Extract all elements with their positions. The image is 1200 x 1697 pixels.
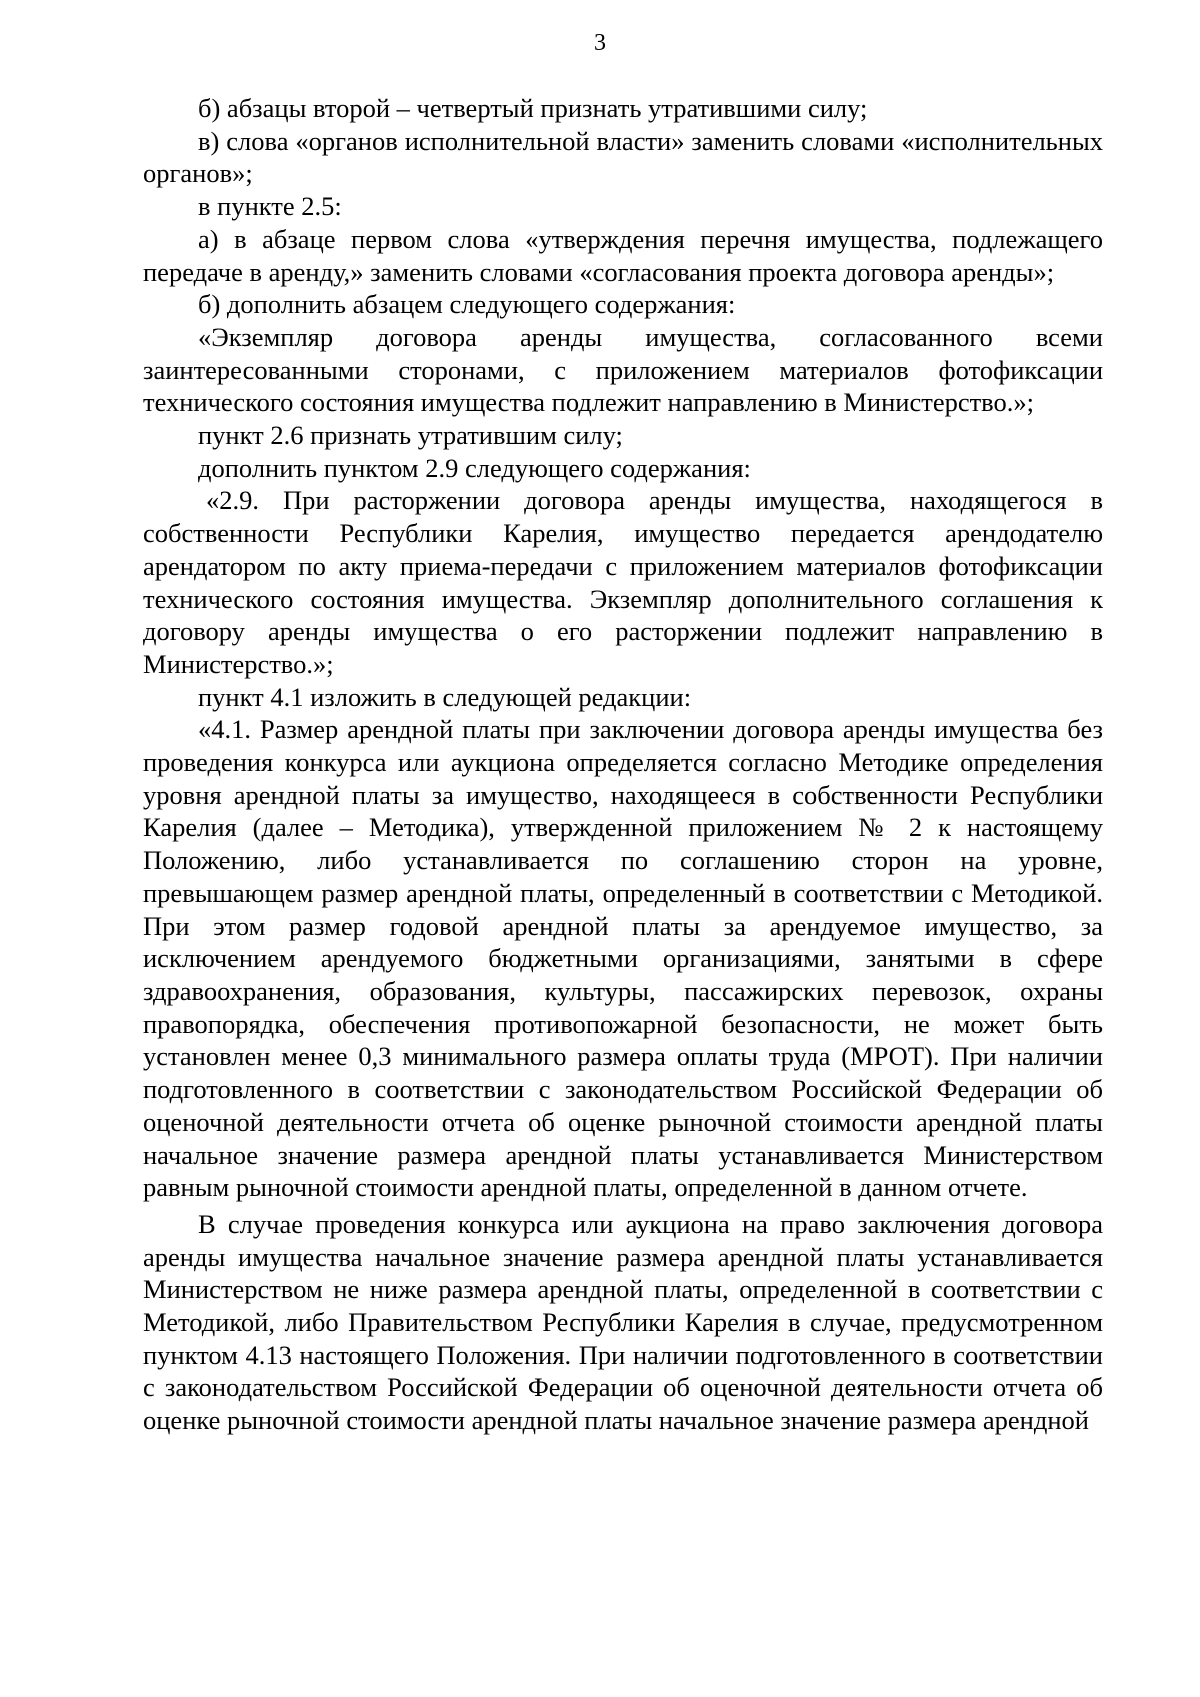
document-body [143, 92, 1103, 1437]
paragraph-v-slova: в) слова «органов исполнительной власти» заменить словами «исполнительных органов»; [143, 125, 1103, 189]
paragraph-v-sluchae: В случае проведения конкурса или аукциона на право заключения договора аренды имущества начальное значение размера арендной платы устанавливается Министерством не ниже размера арендной платы, определенной в соответствии с Методикой, либо Правительством Республики Карелия в случае, предусмотренном пунктом 4.13 настоящего Положения. При наличии подготовленного в соответствии с законодательством Российской Федерации об оценочной деятельности отчета об оценке рыночной стоимости арендной платы начальное значение размера арендной [143, 1208, 1103, 1436]
paragraph-2-9-text: «2.9. При расторжении договора аренды имущества, находящегося в собственности Республики Карелия, имущество передается арендодателю арендатором по акту приема-передачи с приложением материалов фотофиксации технического состояния имущества. Экземпляр дополнительного соглашения к договору аренды имущества о его расторжении подлежит направлению в Министерство.»; [143, 485, 1103, 679]
paragraph-ekzemplyar: «Экземпляр договора аренды имущества, согласованного всеми заинтересованными сторонами, с приложением материалов фотофиксации технического состояния имущества подлежит направлению в Министерство.»; [143, 321, 1103, 418]
paragraph-punkt-4-1: пункт 4.1 изложить в следующей редакции: [198, 681, 692, 712]
paragraph-b-dopolnit: б) дополнить абзацем следующего содержания: [198, 289, 736, 320]
paragraph-b-abzatsy: б) абзацы второй – четвертый признать утратившими силу; [198, 93, 868, 123]
page-number: 3 [594, 30, 606, 56]
paragraph-4-1-text: «4.1. Размер арендной платы при заключении договора аренды имущества без проведения конкурса или аукциона определяется согласно Методике определения уровня арендной платы за имущество, находящееся в собственности Республики Карелия (далее – Методика), утвержденной приложением № 2 к настоящему Положению, либо устанавливается по соглашению сторон на уровне, превышающем размер арендной платы, определенный в соответствии с Методикой. При этом размер годовой арендной платы за арендуемое имущество, за исключением арендуемого бюджетными организациями, занятыми в сфере здравоохранения, образования, культуры, пассажирских перевозок, охраны правопорядка, обеспечения противопожарной безопасности, не может быть установлен менее 0,3 минимального размера оплаты труда (МРОТ). При наличии подготовленного в соответствии с законодательством Российской Федерации об оценочной деятельности отчета об оценке рыночной стоимости арендной платы начальное значение размера арендной платы устанавливается Министерством равным рыночной стоимости арендной платы, определенной в данном отчете. [143, 714, 1103, 1203]
paragraph-punkt-2-5: в пункте 2.5: [198, 191, 342, 222]
paragraph-dopolnit-2-9: дополнить пунктом 2.9 следующего содержания: [198, 452, 751, 483]
paragraph-a-abzats-pervyi: а) в абзаце первом слова «утверждения перечня имущества, подлежащего передаче в аренду,» заменить словами «согласования проекта договора аренды»; [143, 223, 1103, 287]
paragraph-punkt-2-6: пункт 2.6 признать утратившим силу; [198, 420, 623, 451]
